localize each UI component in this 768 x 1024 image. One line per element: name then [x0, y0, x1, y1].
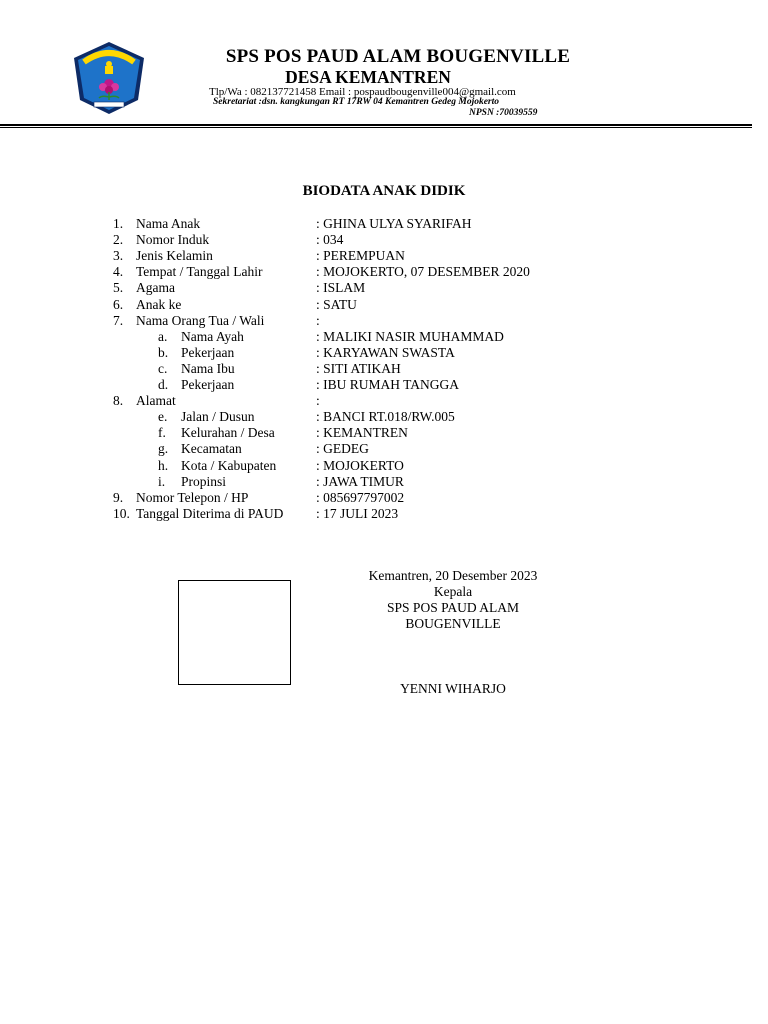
signature-place-date: Kemantren, 20 Desember 2023 — [368, 568, 538, 583]
school-name-heading: SPS POS PAUD ALAM BOUGENVILLE — [225, 46, 571, 67]
village-name-heading: DESA KEMANTREN — [285, 67, 451, 87]
row-label: Anak ke — [136, 296, 182, 312]
row-number: 9. — [113, 489, 124, 505]
row-label: Pekerjaan — [181, 377, 235, 392]
row-number: a. — [158, 328, 168, 344]
row-number: 3. — [113, 248, 124, 264]
signature-org-line2: BOUGENVILLE — [405, 616, 501, 631]
row-number: b. — [158, 344, 169, 360]
row-value: : 034 — [316, 232, 344, 248]
row-label: Jenis Kelamin — [136, 248, 213, 264]
row-number: g. — [158, 441, 169, 457]
row-value: : 17 JULI 2023 — [316, 505, 399, 521]
row-label: Agama — [136, 280, 175, 296]
row-label: Jalan / Dusun — [181, 409, 255, 425]
row-number: c. — [158, 360, 168, 376]
row-value: : IBU RUMAH TANGGA — [316, 377, 460, 392]
signer-name: YENNI WIHARJO — [400, 681, 506, 696]
row-number: i. — [158, 473, 166, 489]
signature-role: Kepala — [433, 584, 473, 599]
row-value: : KARYAWAN SWASTA — [316, 344, 455, 360]
row-label: Kelurahan / Desa — [181, 425, 275, 441]
row-label: Tanggal Diterima di PAUD — [136, 505, 284, 521]
row-value: : ISLAM — [316, 280, 366, 296]
row-label: Nomor Induk — [136, 232, 210, 248]
row-number: e. — [158, 409, 168, 425]
row-value: : SITI ATIKAH — [316, 360, 401, 376]
row-number: d. — [158, 377, 169, 392]
row-label: Nama Anak — [136, 216, 201, 231]
row-value: : BANCI RT.018/RW.005 — [316, 409, 455, 425]
row-number: 2. — [113, 232, 124, 248]
row-value: : 085697797002 — [316, 489, 405, 505]
row-number: 7. — [113, 312, 124, 328]
row-number: 10. — [113, 505, 130, 521]
row-value: : JAWA TIMUR — [316, 473, 404, 489]
row-value: : KEMANTREN — [316, 425, 408, 441]
row-label: Kecamatan — [181, 441, 242, 457]
row-number: 5. — [113, 280, 124, 296]
row-number: 4. — [113, 264, 124, 280]
row-value: : GHINA ULYA SYARIFAH — [316, 216, 472, 231]
row-value: : MOJOKERTO — [316, 457, 404, 473]
row-number: 8. — [113, 393, 124, 409]
row-label: Nama Ayah — [181, 328, 244, 344]
row-value: : SATU — [316, 296, 357, 312]
row-label: Propinsi — [181, 473, 227, 489]
row-value: : MOJOKERTO, 07 DESEMBER 2020 — [316, 264, 530, 280]
row-value: : PEREMPUAN — [316, 248, 405, 264]
row-label: Kota / Kabupaten — [181, 457, 277, 473]
row-label: Nama Ibu — [181, 360, 235, 376]
signature-org-line1: SPS POS PAUD ALAM — [387, 600, 519, 615]
row-label: Tempat / Tanggal Lahir — [136, 264, 263, 280]
document-title: BIODATA ANAK DIDIK — [302, 183, 466, 199]
signature-block — [330, 568, 576, 632]
contact-info: Tlp/Wa : 082137721458 Email : pospaudbougenville004@gmail.com — [209, 86, 516, 98]
row-label: Nomor Telepon / HP — [136, 489, 249, 505]
row-label: Alamat — [136, 393, 176, 409]
row-number: 1. — [113, 216, 124, 231]
row-value: : — [316, 393, 320, 409]
header-divider-thick — [0, 124, 752, 126]
npsn-number: NPSN :70039559 — [469, 108, 538, 118]
row-number: h. — [158, 457, 169, 473]
secretariat-address: Sekretariat :dsn. kangkungan RT 17RW 04 Kemantren Gedeg Mojokerto — [213, 97, 500, 107]
row-label: Pekerjaan — [181, 344, 235, 360]
row-value: : — [316, 312, 320, 328]
row-label: Nama Orang Tua / Wali — [136, 312, 265, 328]
header-divider-thin — [0, 127, 752, 128]
photo-placeholder — [178, 580, 291, 685]
row-value: : GEDEG — [316, 441, 369, 457]
row-number: 6. — [113, 296, 124, 312]
row-number: f. — [158, 425, 166, 441]
row-value: : MALIKI NASIR MUHAMMAD — [316, 328, 504, 344]
